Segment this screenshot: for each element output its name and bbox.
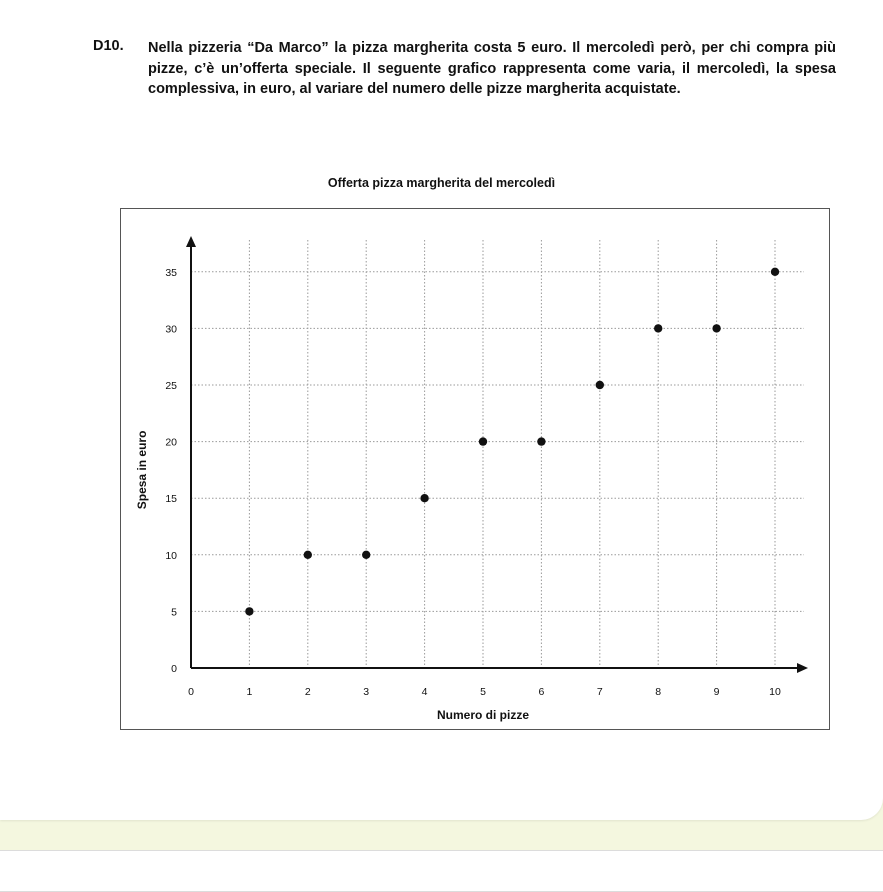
data-point-6 xyxy=(537,437,545,445)
x-tick-label-0: 0 xyxy=(188,686,194,698)
data-point-7 xyxy=(596,381,604,389)
data-point-8 xyxy=(654,324,662,332)
x-tick-label-9: 9 xyxy=(713,686,720,698)
y-axis-arrow xyxy=(186,236,196,247)
data-point-9 xyxy=(712,324,720,332)
x-tick-label-2: 2 xyxy=(304,686,311,698)
x-tick-label-1: 1 xyxy=(246,686,253,698)
x-tick-label-4: 4 xyxy=(421,686,428,698)
x-axis-label: Numero di pizze xyxy=(436,708,530,722)
x-tick-label-5: 5 xyxy=(480,686,486,698)
data-point-1 xyxy=(245,607,253,615)
y-tick-label-10: 10 xyxy=(165,549,177,562)
data-point-4 xyxy=(420,494,428,502)
y-tick-label-30: 30 xyxy=(165,323,177,336)
x-axis-arrow xyxy=(797,663,808,673)
x-tick-label-8: 8 xyxy=(655,686,662,698)
next-card xyxy=(0,850,883,892)
y-tick-label-5: 5 xyxy=(171,606,177,619)
x-tick-label-3: 3 xyxy=(363,686,370,698)
data-point-5 xyxy=(479,437,487,445)
data-point-3 xyxy=(362,551,370,559)
x-tick-label-7: 7 xyxy=(596,686,603,698)
y-tick-label-15: 15 xyxy=(165,493,177,506)
tick-labels xyxy=(165,267,781,698)
data-point-2 xyxy=(304,551,312,559)
grid-layer xyxy=(191,240,804,668)
y-tick-label-35: 35 xyxy=(165,266,177,279)
x-tick-label-6: 6 xyxy=(538,686,545,698)
y-tick-label-0: 0 xyxy=(171,663,177,675)
question-number: D10. xyxy=(93,38,124,54)
question-text: Nella pizzeria “Da Marco” la pizza margherita costa 5 euro. Il mercoledì però, per chi compra più pizze, c’è un’offerta speciale. Il seguente grafico rappresenta come varia, il mercoledì, la spesa complessiva, in euro, al variare del numero delle pizze margherita acquistate. xyxy=(148,40,836,97)
y-axis-label: Spesa in euro xyxy=(135,430,149,510)
x-tick-label-10: 10 xyxy=(769,686,781,698)
chart-title: Offerta pizza margherita del mercoledì xyxy=(327,176,556,190)
y-tick-label-25: 25 xyxy=(165,380,177,392)
axes-layer xyxy=(186,236,808,673)
data-point-10 xyxy=(771,268,779,276)
y-tick-label-20: 20 xyxy=(165,436,177,449)
